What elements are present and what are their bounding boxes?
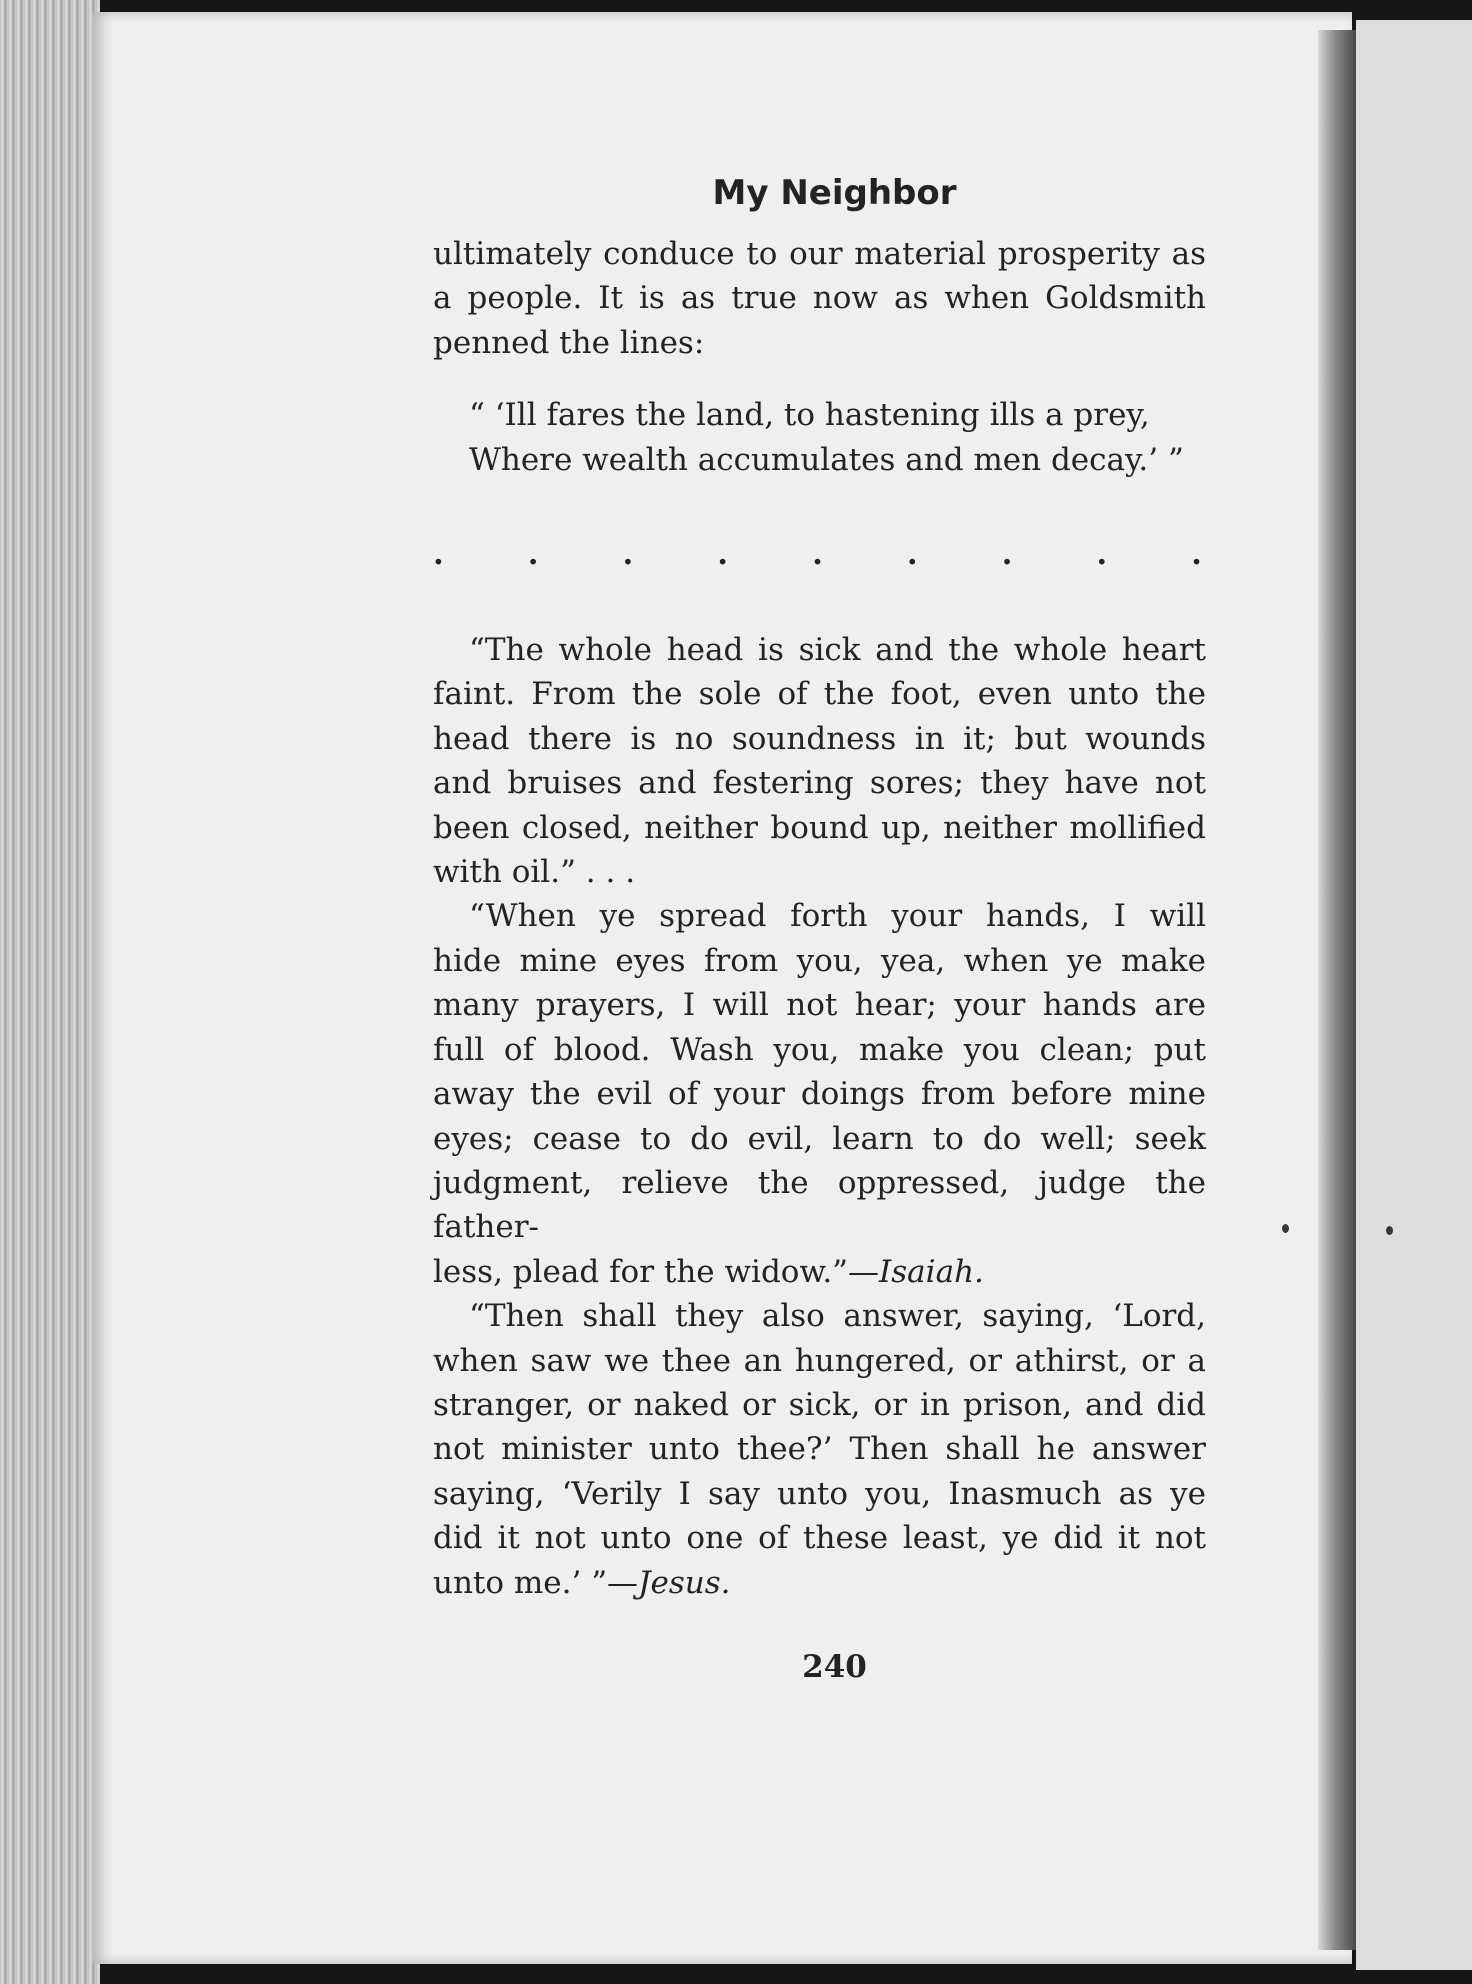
- verse-line: “ ‘Ill fares the land, to hastening ills a prey,: [469, 397, 1150, 434]
- goldsmith-quotation: [433, 393, 1206, 482]
- facing-page-edge: [1356, 20, 1472, 1970]
- text-line: a people. It is as true now as when Goldsmith: [433, 280, 1206, 317]
- text-line: [433, 1250, 1206, 1294]
- text-line: head there is no soundness in it; but wounds: [433, 720, 1206, 757]
- text-line: full of blood. Wash you, make you clean; put: [433, 1031, 1206, 1068]
- text-line: judgment, relieve the oppressed, judge the father-: [433, 1164, 1206, 1246]
- text-line: with oil.” . . .: [433, 854, 636, 891]
- jesus-quotation: [433, 1294, 1206, 1605]
- text-line: eyes; cease to do evil, learn to do well; seek: [433, 1120, 1206, 1157]
- ellipsis-dot: .: [527, 536, 539, 573]
- ellipsis-dot: .: [1001, 536, 1013, 573]
- text-line: been closed, neither bound up, neither mollified: [433, 809, 1206, 846]
- text-line: penned the lines:: [433, 324, 705, 361]
- text-line: “When ye spread forth your hands, I will: [469, 898, 1206, 935]
- text-line: did it not unto one of these least, ye did it not: [433, 1520, 1206, 1557]
- text-line: when saw we thee an hungered, or athirst, or a: [433, 1342, 1206, 1379]
- text-line-body: unto me.’ ”—: [433, 1564, 639, 1601]
- verse-line: Where wealth accumulates and men decay.’ ”: [469, 441, 1184, 478]
- text-line-body: less, plead for the widow.”—: [433, 1253, 880, 1290]
- gutter-shadow: [1318, 30, 1356, 1950]
- ink-speck: [1282, 1224, 1289, 1233]
- attribution-isaiah: Isaiah.: [879, 1253, 984, 1290]
- ellipsis-dot: .: [622, 536, 634, 573]
- running-header: My Neighbor: [712, 173, 957, 213]
- text-line: and bruises and festering sores; they have not: [433, 765, 1206, 802]
- text-line: ultimately conduce to our material prosperity as: [433, 236, 1206, 272]
- text-line: stranger, or naked or sick, or in prison, and did: [433, 1386, 1206, 1423]
- text-line: many prayers, I will not hear; your hands are: [433, 987, 1206, 1024]
- text-line: “Then shall they also answer, saying, ‘Lord,: [469, 1298, 1206, 1335]
- text-line: away the evil of your doings from before mine: [433, 1076, 1206, 1113]
- ellipsis-dot: .: [1096, 536, 1108, 573]
- ellipsis-dot: .: [906, 536, 918, 573]
- isaiah-quotation-1: [433, 628, 1206, 894]
- attribution-jesus: Jesus.: [638, 1564, 731, 1601]
- text-line: not minister unto thee?’ Then shall he answer: [433, 1431, 1206, 1468]
- ellipsis-dot: .: [1191, 536, 1202, 573]
- isaiah-quotation-2: [433, 894, 1206, 1294]
- page-text: [433, 170, 1206, 1689]
- text-line: saying, ‘Verily I say unto you, Inasmuch as ye: [433, 1475, 1206, 1512]
- text-line: [433, 1561, 1206, 1605]
- ink-speck: [1386, 1226, 1393, 1235]
- paragraph-continuation: [433, 232, 1206, 365]
- ellipsis-dot: .: [433, 536, 444, 573]
- text-line: faint. From the sole of the foot, even unto the: [433, 676, 1206, 713]
- text-line: hide mine eyes from you, yea, when ye make: [433, 942, 1206, 979]
- page-number: 240: [802, 1648, 867, 1685]
- ellipsis-dot: .: [812, 536, 823, 573]
- text-line: “The whole head is sick and the whole heart: [469, 632, 1206, 669]
- ellipsis-divider: [433, 534, 1206, 574]
- stacked-page-edges: [0, 0, 100, 1984]
- ellipsis-dot: .: [717, 536, 729, 573]
